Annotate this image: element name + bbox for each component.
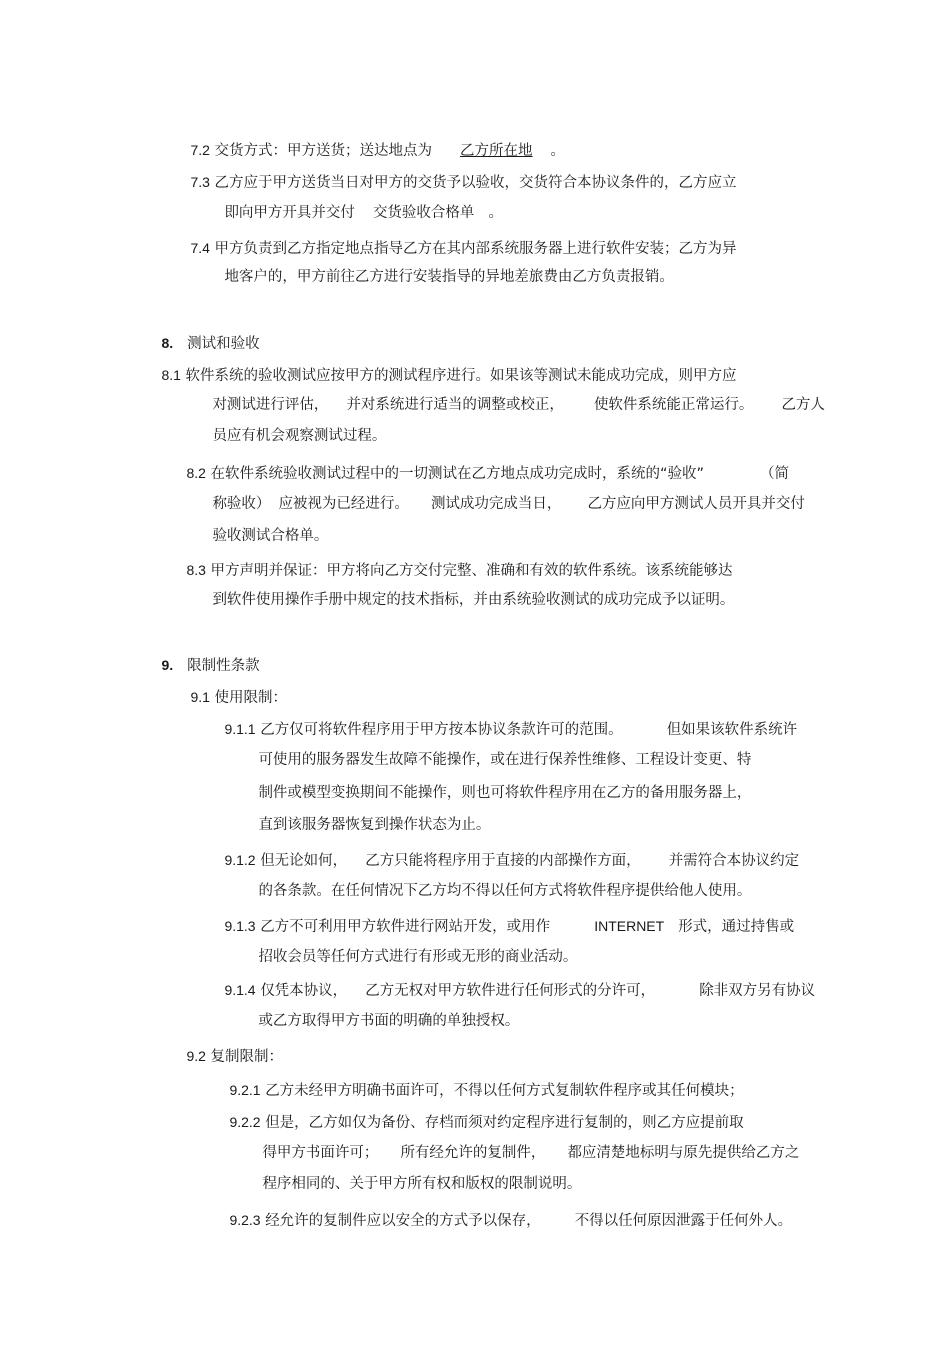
clause-text: 甲方声明并保证：甲方将向乙方交付完整、准确和有效的软件系统。该系统能够达 — [210, 563, 733, 579]
clause-number: 9.2 — [186, 1048, 206, 1064]
clause-text-tail: 。 — [550, 143, 566, 159]
clause-text: 验收测试合格单。 — [212, 528, 329, 544]
clause-number: 9.2.3 — [229, 1212, 261, 1228]
clause-text: 或乙方取得甲方书面的明确的单独授权。 — [258, 1013, 520, 1029]
clause-number: 7.2 — [190, 142, 210, 158]
clause-text: 乙方人 — [781, 397, 825, 413]
clause-text: 乙方未经甲方明确书面许可，不得以任何方式复制软件程序或其任何模块； — [265, 1083, 744, 1099]
clause-text: 软件系统的验收测试应按甲方的测试程序进行。如果该等测试未能成功完成，则甲方应 — [185, 368, 737, 384]
clause-text: 都应清楚地标明与原先提供给乙方之 — [567, 1145, 800, 1161]
clause-text: 除非双方另有协议 — [699, 983, 816, 999]
clause-text: 乙方无权对甲方软件进行任何形式的分许可， — [365, 983, 656, 999]
clause-number: 9.2.2 — [229, 1114, 261, 1130]
clause-text: 使软件系统能正常运行。 — [593, 397, 754, 413]
clause-text: 仅凭本协议， — [260, 983, 348, 999]
clause-text: 的各条款。在任何情况下乙方均不得以任何方式将软件程序提供给他人使用。 — [258, 883, 752, 899]
clause-title: 复制限制： — [210, 1049, 284, 1065]
clause-text: 测试成功完成当日， — [430, 496, 562, 512]
clause-text: 但是，乙方如仅为备份、存档而须对约定程序进行复制的，则乙方应提前取 — [265, 1115, 744, 1131]
clause-number: 9.1 — [190, 689, 210, 705]
clause-number: 9.1.4 — [224, 982, 256, 998]
section-title: 限制性条款 — [187, 658, 260, 674]
clause-text: 招收会员等任何方式进行有形或无形的商业活动。 — [258, 949, 578, 965]
clause-text: 员应有机会观察测试过程。 — [212, 428, 387, 444]
clause-text: 对测试进行评估， — [212, 397, 329, 413]
clause-text: 在软件系统验收测试过程中的一切测试在乙方地点成功完成时，系统的“验收” — [210, 466, 705, 482]
clause-text: 乙方应向甲方测试人员开具并交付 — [587, 496, 805, 512]
clause-text: 乙方不可利用甲方软件进行网站开发，或用作 — [260, 919, 551, 935]
clause-text: 到软件使用操作手册中规定的技术指标，并由系统验收测试的成功完成予以证明。 — [212, 592, 735, 608]
clause-text: 即向甲方开具并交付 — [224, 205, 355, 221]
clause-text: 不得以任何原因泄露于任何外人。 — [574, 1213, 793, 1229]
clause-title: 使用限制： — [214, 690, 288, 706]
clause-text: 乙方仅可将软件程序用于甲方按本协议条款许可的范围。 — [260, 722, 623, 738]
clause-text: 并需符合本协议约定 — [668, 853, 800, 869]
delivery-place: 乙方所在地 — [460, 143, 533, 159]
clause-text: 甲方负责到乙方指定地点指导乙方在其内部系统服务器上进行软件安装；乙方为异 — [214, 241, 737, 257]
clause-text: 可使用的服务器发生故障不能操作，或在进行保养性维修、工程设计变更、特 — [258, 752, 752, 768]
clause-8-3-line2 — [194, 570, 734, 630]
clause-text: 。 — [488, 205, 503, 221]
clause-number: 8.1 — [161, 367, 181, 383]
section-number: 8. — [161, 335, 174, 351]
clause-text: 并对系统进行适当的调整或校正， — [346, 397, 564, 413]
clause-text: 交货方式：甲方送货；送达地点为 — [214, 143, 433, 159]
clause-text: 称验收） — [212, 496, 271, 512]
clause-text: 程序相同的、关于甲方所有权和版权的限制说明。 — [262, 1176, 582, 1192]
clause-text: 交货验收合格单 — [372, 205, 475, 221]
clause-text: 地客户的，甲方前往乙方进行安装指导的异地差旅费由乙方负责报销。 — [224, 269, 674, 285]
clause-text: 应被视为已经进行。 — [278, 496, 409, 512]
clause-text: （简 — [760, 466, 790, 482]
clause-9-2-3-line1 — [211, 1190, 792, 1251]
clause-number: 9.1.2 — [224, 852, 256, 868]
clause-number: 8.3 — [186, 562, 206, 578]
clause-number: 7.4 — [190, 240, 210, 256]
clause-text: 制件或模型变换期间不能操作，则也可将软件程序用在乙方的备用服务器上， — [258, 785, 752, 801]
clause-text: 所有经允许的复制件， — [400, 1145, 546, 1161]
clause-number: 9.1.3 — [224, 918, 256, 934]
clause-text: 经允许的复制件应以安全的方式予以保存， — [265, 1213, 541, 1229]
clause-text: 得甲方书面许可； — [262, 1145, 379, 1161]
clause-text: 乙方应于甲方送货当日对甲方的交货予以验收，交货符合本协议条件的，乙方应立 — [214, 175, 737, 191]
clause-number: 9.2.1 — [229, 1082, 261, 1098]
clause-text: 直到该服务器恢复到操作状态为止。 — [258, 817, 491, 833]
section-title: 测试和验收 — [187, 336, 260, 352]
clause-text: 但无论如何， — [260, 853, 348, 869]
clause-text: 形式，通过持售或 — [678, 919, 795, 935]
clause-text-latin: INTERNET — [594, 918, 665, 934]
clause-7-4-line2 — [206, 247, 674, 307]
clause-number: 7.3 — [190, 174, 210, 190]
clause-text: 乙方只能将程序用于直接的内部操作方面， — [365, 853, 641, 869]
clause-number: 8.2 — [186, 465, 206, 481]
clause-text: 但如果该软件系统许 — [666, 722, 798, 738]
clause-number: 9.1.1 — [224, 721, 256, 737]
section-number: 9. — [161, 657, 174, 673]
